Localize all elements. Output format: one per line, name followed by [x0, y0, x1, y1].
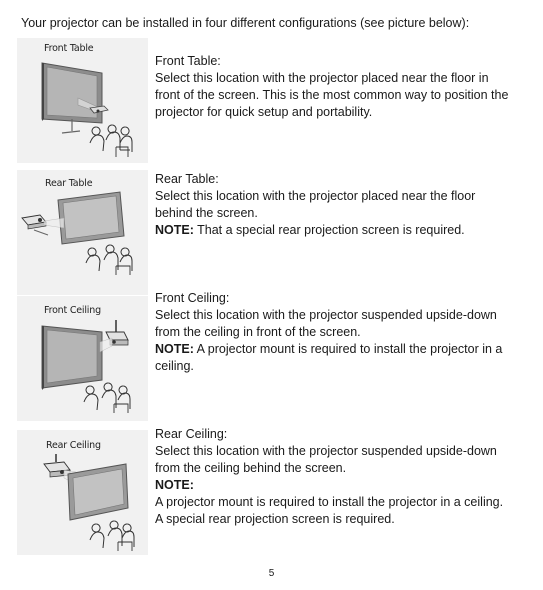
section-heading: Front Table:: [155, 54, 221, 68]
section-heading: Rear Table:: [155, 172, 219, 186]
description-line: from the ceiling in front of the screen.: [155, 325, 361, 339]
note-line: A special rear projection screen is required.: [155, 512, 395, 526]
description-line: front of the screen. This is the most common way to position the: [155, 88, 509, 102]
front-ceiling-description: [155, 290, 530, 375]
description-line: behind the screen.: [155, 206, 258, 220]
note-label: NOTE:: [155, 342, 194, 356]
intro-text: Your projector can be installed in four different configurations (see picture below):: [21, 16, 470, 30]
note-text: That a special rear projection screen is required.: [193, 223, 465, 237]
rear-ceiling-description: [155, 426, 530, 528]
note-line: ceiling.: [155, 359, 194, 373]
rear-ceiling-illustration-label: Rear Ceiling: [46, 440, 101, 451]
rear-table-description: [155, 171, 530, 239]
description-line: Select this location with the projector placed near the floor in: [155, 71, 489, 85]
description-line: Select this location with the projector placed near the floor: [155, 189, 476, 203]
section-heading: Rear Ceiling:: [155, 427, 228, 441]
note-line: A projector mount is required to install the projector in a ceiling.: [155, 495, 504, 509]
front-table-illustration-label: Front Table: [44, 43, 94, 54]
note-label: NOTE:: [155, 223, 194, 237]
page-number: 5: [268, 568, 275, 579]
description-line: Select this location with the projector suspended upside-down: [155, 308, 497, 322]
front-ceiling-illustration: [20, 318, 145, 418]
description-line: projector for quick setup and portability.: [155, 105, 373, 119]
rear-table-illustration-label: Rear Table: [45, 178, 93, 189]
rear-ceiling-illustration: [20, 454, 145, 554]
rear-table-illustration: [20, 188, 145, 278]
front-table-illustration: [20, 55, 145, 160]
note-text: A projector mount is required to install the projector in a: [193, 342, 503, 356]
description-line: Select this location with the projector suspended upside-down: [155, 444, 497, 458]
note-line: [155, 341, 530, 358]
section-heading: Front Ceiling:: [155, 291, 230, 305]
note-label: NOTE:: [155, 478, 194, 492]
front-table-description: [155, 53, 530, 121]
description-line: from the ceiling behind the screen.: [155, 461, 347, 475]
note-line: [155, 222, 530, 239]
front-ceiling-illustration-label: Front Ceiling: [44, 305, 101, 316]
